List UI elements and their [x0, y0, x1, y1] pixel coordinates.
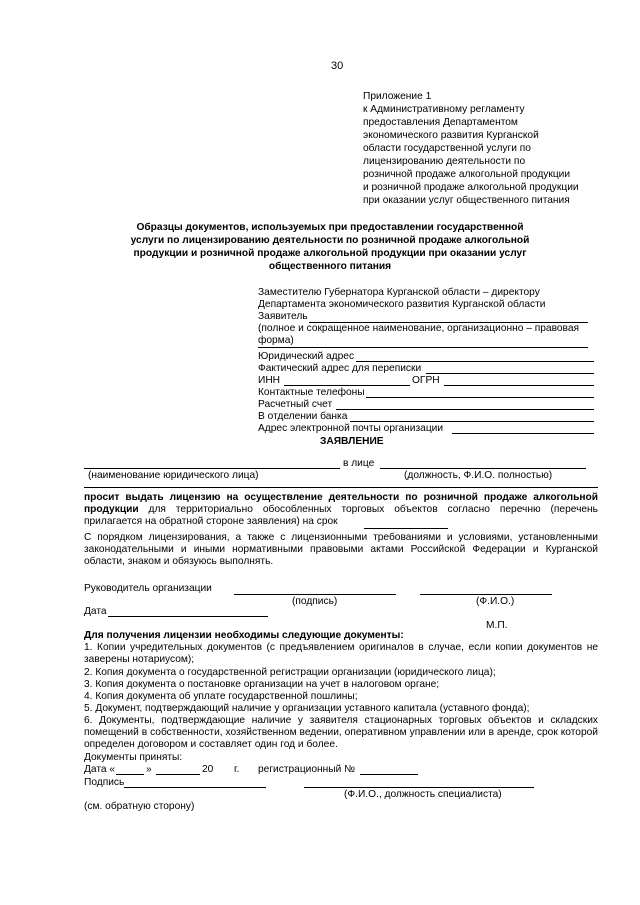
- date-field[interactable]: [108, 616, 268, 617]
- accepted-year-suffix: г.: [234, 764, 240, 775]
- position-hint: (должность, Ф.И.О. полностью): [404, 470, 553, 481]
- reg-number-field[interactable]: [360, 774, 418, 775]
- email-label: Адрес электронной почты организации: [258, 423, 444, 434]
- document-item: 4. Копия документа об уплате государственной пошлины;: [84, 691, 358, 702]
- accepted-date-prefix: Дата «: [84, 764, 116, 775]
- documents-heading: Для получения лицензии необходимы следующие документы:: [84, 630, 404, 641]
- accepted-day-field[interactable]: [116, 774, 144, 775]
- addressee-line: Департамента экономического развития Курганской области: [258, 299, 546, 310]
- title-line: услуги по лицензированию деятельности по розничной продаже алкогольной: [130, 235, 530, 246]
- appendix-line: области государственной услуги по: [363, 143, 531, 154]
- specialist-hint: (Ф.И.О., должность специалиста): [344, 789, 502, 800]
- document-item: 6. Документы, подтверждающие наличие у заявителя стационарных торговых объектов и складских помещений в собственности, хозяйственном ведении, оперативном управлении или в аренде, срок которой определен договором и составляет один год и более.: [84, 715, 598, 750]
- inn-field[interactable]: [284, 385, 410, 386]
- appendix-line: лицензированию деятельности по: [363, 156, 526, 167]
- title-line: общественного питания: [268, 261, 392, 272]
- applicant-hint: форма): [258, 335, 294, 346]
- account-label: Расчетный счет: [258, 399, 333, 410]
- document-item: 5. Документ, подтверждающий наличие у организации уставного капитала (уставного фонда);: [84, 703, 530, 714]
- phones-field[interactable]: [366, 397, 594, 398]
- bank-field[interactable]: [350, 421, 594, 422]
- head-signature-field[interactable]: [234, 594, 396, 595]
- ogrn-field[interactable]: [444, 385, 594, 386]
- page-number: 30: [331, 60, 344, 72]
- document-item: 2. Копия документа о государственной регистрации организации (юридического лица);: [84, 667, 496, 678]
- accepted-label: Документы приняты:: [84, 752, 183, 763]
- addressee-line: Заместителю Губернатора Курганской области – директору: [258, 287, 540, 298]
- legal-address-field[interactable]: [356, 361, 594, 362]
- stamp-label: М.П.: [486, 620, 508, 631]
- title-line: Образцы документов, используемых при предоставлении государственной: [136, 222, 524, 233]
- accepted-year: 20: [202, 764, 214, 775]
- fio-hint: (Ф.И.О.): [476, 596, 515, 607]
- document-item: 3. Копия документа о постановке организации на учет в налоговом органе;: [84, 679, 440, 690]
- account-field[interactable]: [336, 409, 594, 410]
- head-label: Руководитель организации: [84, 583, 212, 594]
- appendix-line: предоставления Департаментом: [363, 117, 518, 128]
- request-paragraph: [84, 492, 598, 528]
- applicant-hint: (полное и сокращенное наименование, организационно – правовая: [258, 323, 580, 334]
- acknowledge-paragraph: С порядком лицензирования, а также с лицензионными требованиями и условиями, установленными законодательными и иными нормативными правовыми актами Российской Федерации и Курганской области, знаком и обязуюсь выполнять.: [84, 532, 598, 567]
- position-field[interactable]: [380, 468, 586, 469]
- sign-hint: (подпись): [292, 596, 338, 607]
- accepted-sign-field[interactable]: [124, 787, 266, 788]
- specialist-field[interactable]: [304, 787, 534, 788]
- statement-heading: ЗАЯВЛЕНИЕ: [320, 436, 384, 447]
- actual-address-label: Фактический адрес для переписки: [258, 363, 422, 374]
- title-line: продукции и розничной продаже алкогольной продукции при оказании услуг: [133, 248, 527, 259]
- legal-name-field-2[interactable]: [84, 487, 598, 488]
- request-bold: просит выдать лицензию на осуществление деятельности по розничной продаже алкогольной продукции: [84, 492, 598, 515]
- appendix-line: к Административному регламенту: [363, 104, 525, 115]
- inn-label: ИНН: [258, 375, 281, 386]
- appendix-line: и розничной продаже алкогольной продукции: [363, 182, 579, 193]
- applicant-label: Заявитель: [258, 311, 308, 322]
- appendix-line: при оказании услуг общественного питания: [363, 195, 570, 206]
- actual-address-field[interactable]: [426, 373, 594, 374]
- in-person-label: в лице: [343, 458, 375, 469]
- appendix-line: экономического развития Курганской: [363, 130, 539, 141]
- legal-name-field[interactable]: [84, 468, 340, 469]
- appendix-line: розничной продаже алкогольной продукции: [363, 169, 571, 180]
- request-rest: для территориально обособленных торговых объектов согласно перечню (перечень прилагается на обратной стороне заявления) на срок: [84, 504, 598, 527]
- document-item: 1. Копии учредительных документов (с предъявлением оригиналов в случае, если копии документов не заверены нотариусом);: [84, 642, 598, 665]
- bank-label: В отделении банка: [258, 411, 348, 422]
- date-label: Дата: [84, 606, 107, 617]
- applicant-field-2[interactable]: [258, 347, 588, 348]
- legal-name-hint: (наименование юридического лица): [88, 470, 259, 481]
- accepted-sign-label: Подпись: [84, 777, 125, 788]
- email-field[interactable]: [452, 433, 594, 434]
- phones-label: Контактные телефоны: [258, 387, 365, 398]
- accepted-date-quote: »: [146, 764, 152, 775]
- ogrn-label: ОГРН: [412, 375, 440, 386]
- legal-address-label: Юридический адрес: [258, 351, 355, 362]
- footer-note: (см. обратную сторону): [84, 801, 195, 812]
- appendix-line: Приложение 1: [363, 91, 432, 102]
- head-fio-field[interactable]: [420, 594, 552, 595]
- reg-number-label: регистрационный №: [258, 764, 356, 775]
- accepted-month-field[interactable]: [156, 774, 200, 775]
- term-field[interactable]: [364, 528, 448, 529]
